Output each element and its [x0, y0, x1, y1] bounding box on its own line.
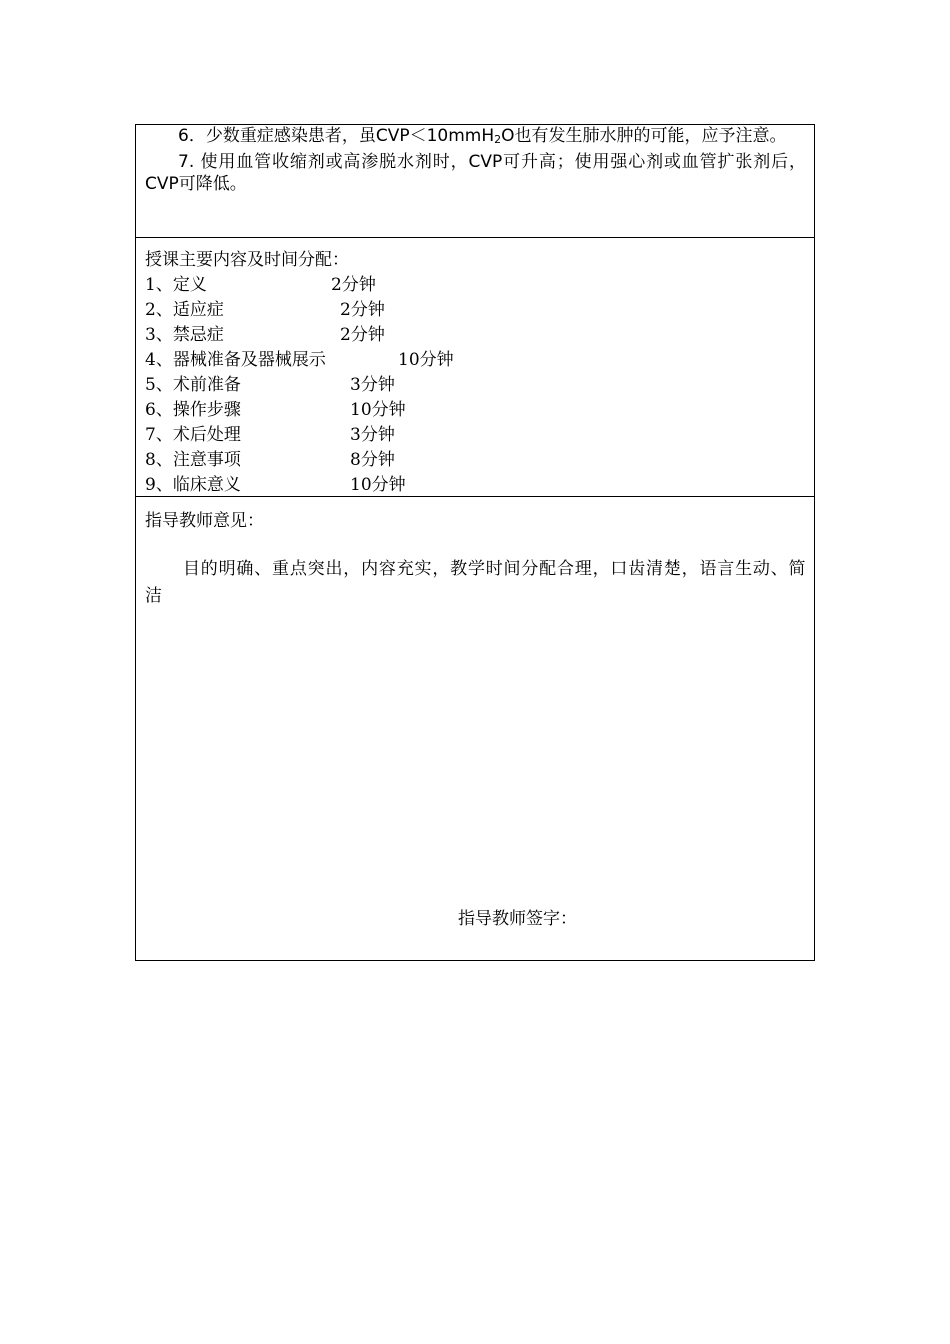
schedule-item-label: 9、临床意义 — [145, 475, 241, 495]
schedule-item-time: 8分钟 — [350, 450, 395, 470]
schedule-item-time: 10分钟 — [350, 475, 406, 495]
schedule-item-time: 10分钟 — [398, 350, 454, 370]
schedule-item-time: 10分钟 — [350, 400, 406, 420]
signature-label: 指导教师签字： — [458, 909, 577, 929]
lesson-plan-table — [135, 124, 815, 961]
schedule-item-label: 4、器械准备及器械展示 — [145, 350, 326, 370]
schedule-row — [145, 423, 806, 448]
notes-cell — [136, 125, 814, 238]
schedule-heading: 授课主要内容及时间分配： — [145, 250, 349, 270]
opinion-cell — [136, 497, 814, 960]
note-7-text-a: . 使用血管收缩剂或高渗脱水剂时， — [188, 152, 469, 172]
schedule-item-label: 3、禁忌症 — [145, 325, 224, 345]
opinion-text: 目的明确、重点突出，内容充实，教学时间分配合理，口齿清楚，语言生动、简洁 — [145, 559, 806, 606]
schedule-row — [145, 273, 806, 298]
schedule-item-label: 8、注意事项 — [145, 450, 241, 470]
schedule-item-label: 1、定义 — [145, 275, 207, 295]
note-6-cvp-value: CVP＜10mmH — [375, 126, 495, 146]
schedule-row — [145, 298, 806, 323]
schedule-cell — [136, 238, 814, 497]
note-6-text-before: ．少数重症感染患者，虽 — [188, 126, 376, 146]
note-item-7 — [145, 151, 806, 195]
note-6-subscript: 2 — [494, 133, 502, 146]
schedule-item-label: 5、术前准备 — [145, 375, 241, 395]
note-item-6 — [145, 125, 806, 151]
schedule-item-label: 2、适应症 — [145, 300, 224, 320]
schedule-row — [145, 448, 806, 473]
schedule-row — [145, 323, 806, 348]
note-7-text-c: 可降低。 — [178, 174, 247, 194]
schedule-item-time: 2分钟 — [331, 275, 376, 295]
note-7-number: 7 — [178, 152, 189, 172]
schedule-item-label: 7、术后处理 — [145, 425, 241, 445]
schedule-row — [145, 373, 806, 398]
schedule-item-time: 3分钟 — [350, 375, 395, 395]
note-7-text-b: 可升高；使用强心剂或血管扩张剂后， — [502, 152, 806, 172]
schedule-row — [145, 348, 806, 373]
note-7-cvp-2: CVP — [145, 174, 179, 194]
schedule-item-label: 6、操作步骤 — [145, 400, 241, 420]
schedule-item-time: 2分钟 — [340, 325, 385, 345]
note-6-oxygen: O — [501, 126, 515, 146]
note-6-number: 6 — [178, 126, 189, 146]
schedule-row — [145, 398, 806, 423]
schedule-item-time: 3分钟 — [350, 425, 395, 445]
opinion-heading: 指导教师意见： — [145, 511, 264, 531]
note-6-text-after: 也有发生肺水肿的可能，应予注意。 — [514, 126, 787, 146]
schedule-row — [145, 473, 806, 498]
schedule-item-time: 2分钟 — [340, 300, 385, 320]
note-7-cvp-1: CVP — [468, 152, 503, 172]
